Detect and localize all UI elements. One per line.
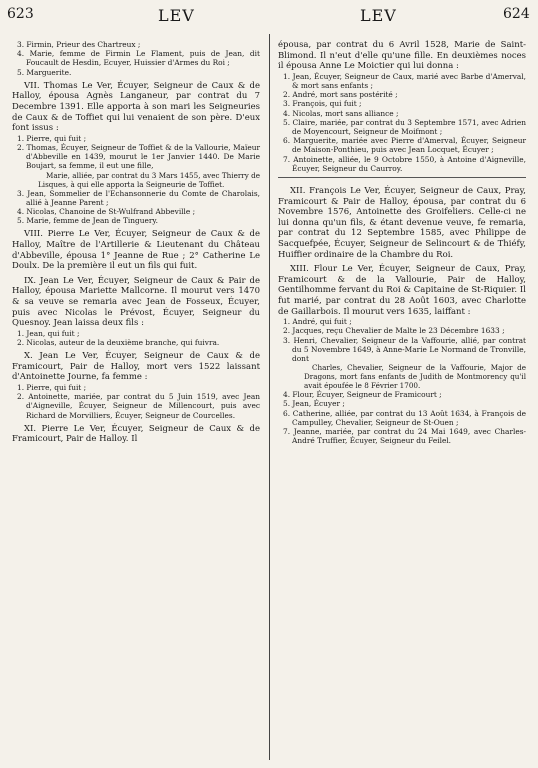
child-entry: 3. François, qui fuit ; <box>283 99 362 109</box>
child-entry: 4. Flour, Écuyer, Seigneur de Framicourt ; <box>283 390 442 400</box>
child-entry: 4. Nicolas, mort sans alliance ; <box>283 108 399 118</box>
grandchild-entry: Marie, alliée, par contrat du 3 Mars 1455, avec Thierry de Lisques, à qui elle apporta la Seigneurie de Toffiet. <box>38 170 260 189</box>
child-entry: 1. Pierre, qui fuit ; <box>17 133 87 143</box>
child-entry: 2. Antoinette, mariée, par contrat du 5 Juin 1519, avec Jean d'Aigneville, Écuyer, Seigneur de Millencourt, puis avec Richard de Morvilliers, Écuyer, Seigneur de Courcelles. <box>17 392 260 420</box>
child-entry: 7. Antoinette, alliée, le 9 Octobre 1550, à Antoine d'Aigneville, Écuyer, Seigneur du Caurroy. <box>283 154 526 173</box>
child-entry: 1. Pierre, qui fuit ; <box>17 382 87 392</box>
child-entry: 4. Marie, femme de Firmin Le Flament, puis de Jean, dit Foucault de Hesdin, Ecuyer, Huissier d'Armes du Roi ; <box>17 49 260 68</box>
genealogy-paragraph: VIII. Pierre Le Ver, Écuyer, Seigneur de Caux & de Halloy, Maître de l'Artillerie & Lieutenant du Château d'Abbeville, épousa 1° Jeanne de Rue ; 2° Catherine Le Doulx. De la première il eut un fils qui fuit. <box>12 229 260 272</box>
child-entry: 3. Henri, Chevalier, Seigneur de la Vaffourie, allié, par contrat du 5 Novembre 1649, à Anne-Marie Le Normand de Tronville, dont <box>283 335 526 363</box>
child-entry: 1. Jean, Écuyer, Seigneur de Caux, marié avec Barbe d'Amerval, & mort sans enfants ; <box>283 71 526 90</box>
child-entry: 3. Jean, Sommelier de l'Echansonnerie du Comte de Charolais, allié à Jeanne Parent ; <box>17 188 260 207</box>
grandchild-entry: Charles, Chevalier, Seigneur de la Vaffourie, Major de Dragons, mort fans enfants de Judith de Montmorency qu'il avait époufée le 8 Février 1700. <box>304 363 526 391</box>
child-entry: 1. André, qui fuit ; <box>283 317 352 327</box>
child-entry: 6. Marguerite, mariée avec Pierre d'Amerval, Écuyer, Seigneur de Maison-Ponthieu, puis avec Jean Locquet, Écuyer ; <box>283 136 526 155</box>
child-entry: 6. Catherine, alliée, par contrat du 13 Août 1634, à François de Campulley, Chevalier, Seigneur de St-Ouen ; <box>283 408 526 427</box>
child-entry: 2. Nicolas, auteur de la deuxième branche, qui fuivra. <box>17 337 220 347</box>
running-head-right: LEV <box>360 6 397 25</box>
child-entry: 4. Nicolas, Chanoine de St-Wulfrand Abbeville ; <box>17 207 196 216</box>
section-rule <box>278 177 526 178</box>
child-entry: 2. Jacques, reçu Chevalier de Malte le 23 Décembre 1633 ; <box>283 326 505 336</box>
genealogy-paragraph: X. Jean Le Ver, Écuyer, Seigneur de Caux & de Framicourt, Pair de Halloy, mort vers 1522 laissant d'Antoinette Journe, fa femme : <box>12 351 260 383</box>
paragraph-continuation: épousa, par contrat du 6 Avril 1528, Marie de Saint-Blimond. Il n'eut d'elle qu'une fille. En deuxièmes noces il épousa Anne Le Moictier qui lui donna : <box>278 40 526 72</box>
right-column <box>278 40 526 445</box>
genealogy-paragraph: XII. François Le Ver, Écuyer, Seigneur de Caux, Pray, Framicourt & Pair de Halloy, épousa, par contrat du 6 Novembre 1576, Antoinette des Groifeliers. Celle-ci ne lui donna qu'un fils, & étant devenue veuve, fe remaria, par contrat du 12 Septembre 1585, avec Philippe de Sacquefpée, Écuyer, Seigneur de Selincourt & de Thiéfy, Huiffier ordinaire de la Chambre du Roi. <box>278 186 526 260</box>
left-column <box>12 40 260 445</box>
child-entry: 7. Jeanne, mariée, par contrat du 24 Mai 1649, avec Charles-André Truffier, Écuyer, Seigneur du Feilel. <box>283 426 526 446</box>
column-divider <box>269 34 270 760</box>
page-number-right: 624 <box>503 6 530 22</box>
child-entry: 2. Thomas, Écuyer, Seigneur de Toffiet & de la Vallourie, Maïeur d'Abbeville en 1439, mourut le 1er Janvier 1440. De Marie Boujart, sa femme, il eut une fille, <box>17 142 260 171</box>
child-entry: 5. Marie, femme de Jean de Tinguery. <box>17 216 158 226</box>
child-entry: 2. André, mort sans postérité ; <box>283 90 398 100</box>
child-entry: 5. Marguerite. <box>17 67 72 77</box>
genealogy-paragraph: XIII. Flour Le Ver, Écuyer, Seigneur de Caux, Pray, Framicourt & de la Vallourie, Pair de Halloy, Gentilhomme fervant du Roi & Capitaine de St-Riquier. Il fut marié, par contrat du 28 Août 1603, avec Charlotte de Gaillarbois. Il mourut vers 1635, laiffant : <box>278 264 526 317</box>
child-entry: 3. Firmin, Prieur des Chartreux ; <box>17 40 141 49</box>
child-entry: 5. Jean, Écuyer ; <box>283 399 345 409</box>
genealogy-paragraph: VII. Thomas Le Ver, Écuyer, Seigneur de Caux & de Halloy, épousa Agnès Langaneur, par contrat du 7 Decembre 1391. Elle apporta à son mari les Seigneuries de Caux & de Toffiet qui lui venaient de son père. D'eux font issus : <box>12 80 260 134</box>
page-number-left: 623 <box>7 6 34 22</box>
genealogy-paragraph: IX. Jean Le Ver, Écuyer, Seigneur de Caux & Pair de Halloy, épousa Mariette Mallcorne. Il mourut vers 1470 & sa veuve se remaria avec Jean de Fosseux, Écuyer, puis avec Nicolas le Prévost, Écuyer, Seigneur du Quesnoy. Jean laissa deux fils : <box>12 275 260 329</box>
child-entry: 5. Claire, mariée, par contrat du 3 Septembre 1571, avec Adrien de Moyencourt, Seigneur de Moifmont ; <box>283 117 526 136</box>
child-entry: 1. Jean, qui fuit ; <box>17 328 80 338</box>
genealogy-paragraph: XI. Pierre Le Ver, Écuyer, Seigneur de Caux & de Framicourt, Pair de Halloy. Il <box>12 423 260 445</box>
running-head-left: LEV <box>158 6 195 25</box>
